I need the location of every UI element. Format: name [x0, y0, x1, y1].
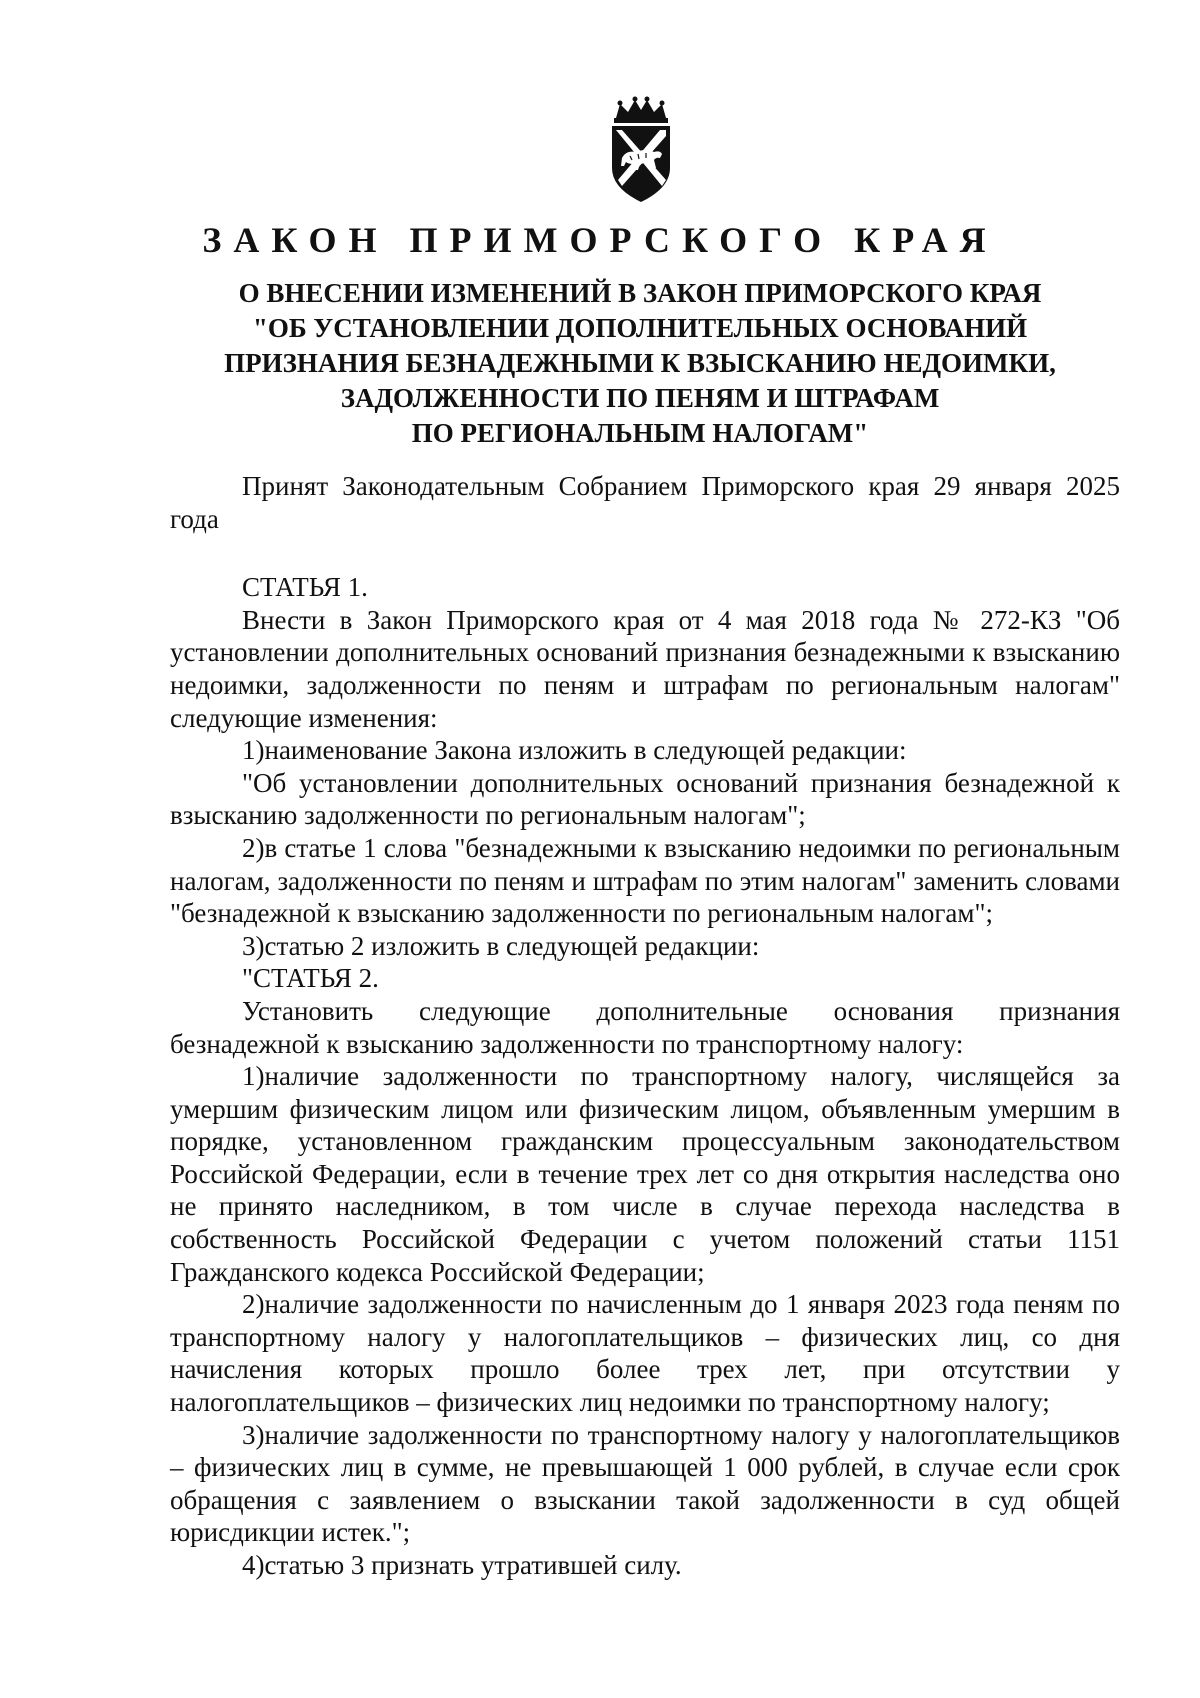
amendment-item-4: 4)статью 3 признать утратившей силу. — [242, 1550, 682, 1580]
article-2-intro: Установить следующие дополнительные основания признания безнадежной к взысканию задолженности по транспортному налогу: — [170, 995, 1120, 1059]
document-body — [170, 470, 1120, 1582]
article-1-heading: СТАТЬЯ 1. — [242, 572, 368, 603]
document-title: ЗАКОН ПРИМОРСКОГО КРАЯ — [202, 220, 998, 260]
heading-line: "ОБ УСТАНОВЛЕНИИ ДОПОЛНИТЕЛЬНЫХ ОСНОВАНИЙ — [252, 313, 1028, 343]
law-heading — [150, 276, 1130, 451]
article-2-heading: "СТАТЬЯ 2. — [242, 963, 379, 994]
coat-of-arms-icon — [606, 96, 676, 206]
amendment-item-1: 1)наименование Закона изложить в следующей редакции: — [242, 735, 907, 766]
article-1-intro: Внести в Закон Приморского края от 4 мая 2018 года № 272-КЗ "Об установлении дополнительных оснований признания безнадежными к взысканию недоимки, задолженности по пеням и штрафам по региональным налогам" следующие изменения: — [170, 604, 1120, 733]
amendment-item-3: 3)статью 2 изложить в следующей редакции: — [242, 930, 760, 961]
ground-3: 3)наличие задолженности по транспортному налогу у налогоплательщиков – физических лиц в сумме, не превышающей 1 000 рублей, в случае если срок обращения с заявлением о взыскании такой задолженности в суд общей юрисдикции истек."; — [170, 1419, 1120, 1548]
adoption-note: Принят Законодательным Собранием Приморского края 29 января 2025 года — [170, 471, 1120, 534]
heading-line: ПРИЗНАНИЯ БЕЗНАДЕЖНЫМИ К ВЗЫСКАНИЮ НЕДОИМКИ, — [224, 348, 1056, 378]
amendment-item-2: 2)в статье 1 слова "безнадежными к взысканию недоимки по региональным налогам, задолженности по пеням и штрафам по этим налогам" заменить словами "безнадежной к взысканию задолженности по региональным налогам"; — [170, 832, 1120, 929]
ground-2: 2)наличие задолженности по начисленным до 1 января 2023 года пеням по транспортному налогу у налогоплательщиков – физических лиц, со дня начисления которых прошло более трех лет, при отсутствии у налогоплательщиков – физических лиц недоимки по транспортному налогу; — [170, 1289, 1120, 1418]
ground-1: 1)наличие задолженности по транспортному налогу, числящейся за умершим физическим лицом или физическим лицом, объявленным умершим в порядке, установленном гражданским процессуальным законодательством Российской Федерации, если в течение трех лет со дня открытия наследства оно не принято наследником, в том числе в случае перехода наследства в собственность Российской Федерации с учетом положений статьи 1151 Гражданского кодекса Российской Федерации; — [170, 1061, 1120, 1287]
heading-line: О ВНЕСЕНИИ ИЗМЕНЕНИЙ В ЗАКОН ПРИМОРСКОГО КРАЯ — [238, 278, 1042, 308]
heading-line: ЗАДОЛЖЕННОСТИ ПО ПЕНЯМ И ШТРАФАМ — [340, 383, 940, 413]
heading-line: ПО РЕГИОНАЛЬНЫМ НАЛОГАМ" — [411, 418, 869, 448]
amendment-item-1-text: "Об установлении дополнительных оснований признания безнадежной к взысканию задолженности по региональным налогам"; — [170, 767, 1120, 831]
